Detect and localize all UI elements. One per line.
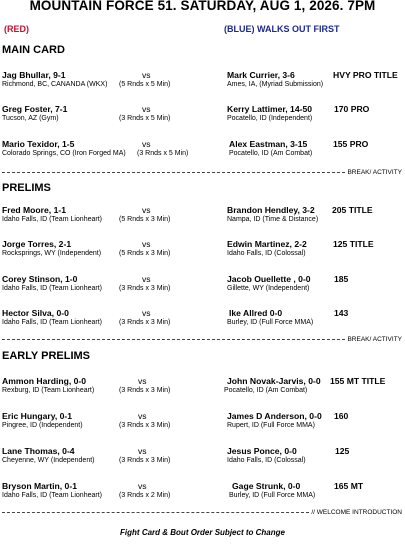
bout-row	[0, 376, 405, 400]
rounds-format: (3 Rnds x 5 Min)	[119, 115, 171, 122]
weight-class: 185	[334, 274, 349, 284]
blue-fighter-name: John Novak-Jarvis, 0-0	[227, 376, 321, 386]
blue-fighter-info: Idaho Falls, ID (Colossal)	[227, 250, 306, 257]
blue-fighter-name: Ike Allred 0-0	[229, 308, 283, 318]
divider-dashes	[2, 172, 345, 173]
red-fighter-name: Hector Silva, 0-0	[2, 308, 69, 318]
red-fighter-info: Cheyenne, WY (Independent)	[2, 457, 95, 464]
section-main-card: MAIN CARD	[2, 44, 65, 56]
rounds-format: (3 Rnds x 3 Min)	[119, 285, 171, 292]
divider-label: BREAK/ ACTIVITY	[347, 168, 402, 176]
blue-fighter-info: Burley, ID (Full Force MMA)	[229, 492, 316, 499]
rounds-format: (3 Rnds x 3 Min)	[119, 457, 171, 464]
rounds-format: (3 Rnds x 5 Min)	[137, 150, 189, 157]
red-fighter-info: Colorado Springs, CO (Iron Forged MA)	[2, 150, 126, 157]
red-fighter-info: Richmond, BC, CANANDA (WKX)	[2, 81, 108, 88]
weight-class: 155 PRO	[333, 139, 369, 149]
blue-fighter-info: Idaho Falls, ID (Colossal)	[227, 457, 306, 464]
section-early-prelims: EARLY PRELIMS	[2, 350, 91, 362]
red-fighter-name: Corey Stinson, 1-0	[2, 274, 78, 284]
red-fighter-name: Eric Hungary, 0-1	[2, 411, 73, 421]
blue-fighter-name: Mark Currier, 3-6	[227, 70, 295, 80]
red-fighter-info: Rocksprings, WY (Independent)	[2, 250, 102, 257]
section-prelims: PRELIMS	[2, 182, 51, 194]
weight-class: 170 PRO	[334, 104, 370, 114]
red-fighter-name: Bryson Martin, 0-1	[2, 481, 77, 491]
rounds-format: (3 Rnds x 3 Min)	[119, 319, 171, 326]
vs-label: vs	[138, 481, 147, 491]
bout-row	[0, 274, 405, 298]
red-fighter-info: Idaho Falls, ID (Team Lionheart)	[2, 319, 102, 326]
blue-fighter-name: Jesus Ponce, 0-0	[227, 446, 297, 456]
rounds-format: (3 Rnds x 2 Min)	[119, 492, 171, 499]
red-fighter-name: Jorge Torres, 2-1	[2, 239, 72, 249]
blue-fighter-info: Gillette, WY (Independent)	[227, 285, 310, 292]
divider-label: BREAK/ ACTIVITY	[347, 335, 402, 343]
divider-dashes	[2, 512, 309, 513]
divider-dashes	[2, 339, 345, 340]
blue-fighter-info: Pocatello, ID (Am Combat)	[229, 150, 313, 157]
red-fighter-name: Jag Bhullar, 9-1	[2, 70, 66, 80]
red-fighter-name: Mario Texidor, 1-5	[2, 139, 75, 149]
bout-row	[0, 411, 405, 435]
blue-fighter-info: Pocatello, ID (Am Combat)	[224, 387, 308, 394]
blue-fighter-info: Rupert, ID (Full Force MMA)	[227, 422, 315, 429]
blue-corner-label: (BLUE) WALKS OUT FIRST	[224, 24, 340, 34]
bout-row	[0, 446, 405, 470]
weight-class: 205 TITLE	[332, 205, 373, 215]
rounds-format: (5 Rnds x 5 Min)	[119, 81, 171, 88]
vs-label: vs	[142, 308, 151, 318]
vs-label: vs	[138, 411, 147, 421]
vs-label: vs	[142, 239, 151, 249]
blue-fighter-info: Nampa, ID (Time & Distance)	[227, 216, 319, 223]
vs-label: vs	[142, 104, 151, 114]
blue-fighter-name: Alex Eastman, 3-15	[229, 139, 308, 149]
red-fighter-name: Ammon Harding, 0-0	[2, 376, 87, 386]
blue-fighter-info: Burley, ID (Full Force MMA)	[227, 319, 314, 326]
vs-label: vs	[138, 446, 147, 456]
weight-class: 155 MT TITLE	[330, 376, 386, 386]
vs-label: vs	[142, 205, 151, 215]
red-fighter-info: Idaho Falls, ID (Team Lionheart)	[2, 216, 102, 223]
blue-fighter-name: Gage Strunk, 0-0	[232, 481, 301, 491]
rounds-format: (3 Rnds x 3 Min)	[119, 422, 171, 429]
rounds-format: (5 Rnds x 3 Min)	[119, 250, 171, 257]
red-fighter-info: Idaho Falls, ID (Team Lionheart)	[2, 285, 102, 292]
blue-fighter-name: James D Anderson, 0-0	[227, 411, 322, 421]
red-corner-label: (RED)	[4, 24, 29, 34]
bout-row	[0, 481, 405, 505]
footer-note: Fight Card & Bout Order Subject to Change	[120, 528, 285, 537]
weight-class: HVY PRO TITLE	[333, 70, 398, 80]
weight-class: 125 TITLE	[333, 239, 374, 249]
vs-label: vs	[142, 70, 151, 80]
vs-label: vs	[142, 139, 151, 149]
red-fighter-name: Lane Thomas, 0-4	[2, 446, 75, 456]
red-fighter-info: Tucson, AZ (Gym)	[2, 115, 59, 122]
welcome-divider	[2, 508, 402, 516]
vs-label: vs	[142, 274, 151, 284]
red-fighter-info: Pingree, ID (Independent)	[2, 422, 83, 429]
weight-class: 125	[335, 446, 350, 456]
blue-fighter-info: Pocatello, ID (Independent)	[227, 115, 313, 122]
break-divider	[2, 335, 402, 343]
rounds-format: (3 Rnds x 3 Min)	[119, 387, 171, 394]
bout-row	[0, 205, 405, 229]
weight-class: 143	[334, 308, 349, 318]
event-title: MOUNTAIN FORCE 51. SATURDAY, AUG 1, 2026. 7PM	[29, 0, 376, 13]
red-fighter-name: Greg Foster, 7-1	[2, 104, 68, 114]
break-divider	[2, 168, 402, 176]
weight-class: 160	[334, 411, 349, 421]
blue-fighter-info: Ames, IA, (Myriad Submission)	[227, 81, 324, 88]
weight-class: 165 MT	[334, 481, 364, 491]
red-fighter-name: Fred Moore, 1-1	[2, 205, 66, 215]
rounds-format: (5 Rnds x 3 Min)	[119, 216, 171, 223]
red-fighter-info: Idaho Falls, ID (Team Lionheart)	[2, 492, 102, 499]
bout-row	[0, 104, 405, 128]
blue-fighter-name: Jacob Ouellette , 0-0	[227, 274, 311, 284]
blue-fighter-name: Edwin Martinez, 2-2	[227, 239, 307, 249]
bout-row	[0, 139, 405, 163]
bout-row	[0, 70, 405, 94]
vs-label: vs	[138, 376, 147, 386]
blue-fighter-name: Brandon Hendley, 3-2	[227, 205, 315, 215]
blue-fighter-name: Kerry Lattimer, 14-50	[227, 104, 313, 114]
divider-label: // WELCOME INTRODUCTION	[311, 508, 402, 516]
bout-row	[0, 308, 405, 332]
bout-row	[0, 239, 405, 263]
red-fighter-info: Rexburg, ID (Team Lionheart)	[2, 387, 95, 394]
